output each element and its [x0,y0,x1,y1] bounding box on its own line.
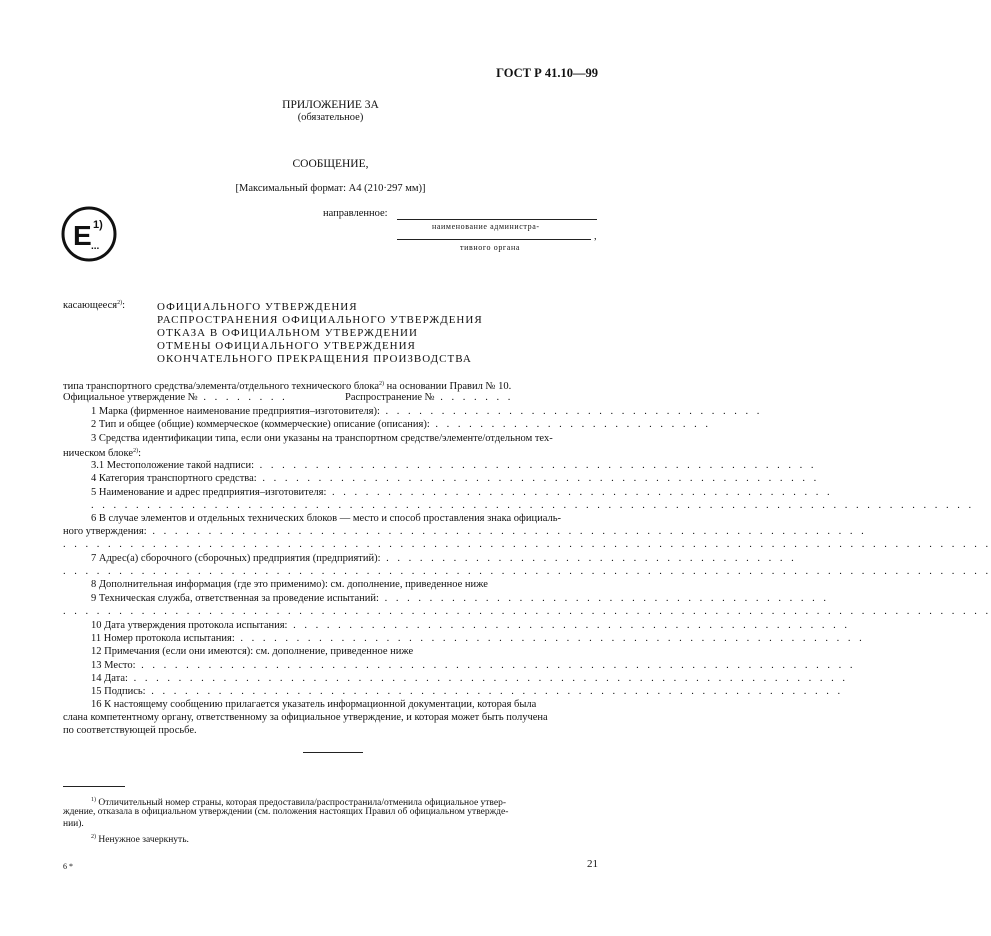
item-13: 13 Место: . . . . . . . . . . . . . . . . . . . . . . . . . . . . . . . . . . . . . . . . . . . . . . . . . . . . . . . . . . . . . . . . [91,660,856,671]
item-6-cont: ного утверждения: . . . . . . . . . . . . . . . . . . . . . . . . . . . . . . . . . . . . . . . . . . . . . . . . . . . . . . . . . . . . . . . . [63,526,867,537]
sent-label: направленное: [323,208,388,219]
admin-line-1 [397,219,597,220]
item-3: 3 Средства идентификации типа, если они указаны на транспортном средстве/элементе/отдельном тех- [91,433,553,444]
concerning-item: ОФИЦИАЛЬНОГО УТВЕРЖДЕНИЯ [157,301,358,313]
item-10: 10 Дата утверждения протокола испытания: . . . . . . . . . . . . . . . . . . . . . . . . . . . . . . . . . . . . . . . . . . . . . . . . . . [91,620,850,631]
concerning-item: ОТКАЗА В ОФИЦИАЛЬНОМ УТВЕРЖДЕНИИ [157,327,418,339]
item-1: 1 Марка (фирменное наименование предприятия–изготовителя): . . . . . . . . . . . . . . . . . . . . . . . . . . . . . . . . . . [91,406,763,417]
appendix-mandatory: (обязательное) [297,112,364,123]
dotted-fill-line: . . . . . . . . . . . . . . . . . . . . . . . . . . . . . . . . . . . . . . . . . . . . . . . . . . . . . . . . . . . . . . . . . . . . . . . . . . . . . . . [91,500,975,511]
item-16: 16 К настоящему сообщению прилагается указатель информационной документации, которая была [91,699,537,710]
footnote-1-cont: ждение, отказала в официальном утверждении (см. положения настоящих Правил об официальном утвержде- [63,807,509,817]
concerning-item: ОТМЕНЫ ОФИЦИАЛЬНОГО УТВЕРЖДЕНИЯ [157,340,416,352]
approval-line: Официальное утверждение № . . . . . . . . Распространение № . . . . . . . [63,392,514,403]
item-4: 4 Категория транспортного средства: . . . . . . . . . . . . . . . . . . . . . . . . . . . . . . . . . . . . . . . . . . . . . . . . . . [91,473,820,484]
dotted-fill-line: . . . . . . . . . . . . . . . . . . . . . . . . . . . . . . . . . . . . . . . . . . . . . . . . . . . . . . . . . . . . . . . . . . . . . . . . . . . . . . . . . . . [63,539,991,550]
admin-caption-2: тивного органа [460,243,520,252]
footnote-2: $^{2)}$ Ненужное зачеркнуть. [91,834,189,845]
concerning-item: ОКОНЧАТЕЛЬНОГО ПРЕКРАЩЕНИЯ ПРОИЗВОДСТВА [157,353,472,365]
item-15: 15 Подпись: . . . . . . . . . . . . . . . . . . . . . . . . . . . . . . . . . . . . . . . . . . . . . . . . . . . . . . . . . . . . . . [91,686,844,697]
document-code: ГОСТ Р 41.10—99 [496,66,598,80]
item-6: 6 В случае элементов и отдельных технических блоков — место и способ проставления знака официаль- [91,513,561,524]
item-3-1: 3.1 Местоположение такой надписи: . . . . . . . . . . . . . . . . . . . . . . . . . . . . . . . . . . . . . . . . . . . . . . . . . . [91,460,817,471]
e-mark-letter: E [73,220,92,251]
item-7: 7 Адрес(а) сборочного (сборочных) предприятия (предприятий): . . . . . . . . . . . . . . . . . . . . . . . . . . . . . . . . . . . . . [91,553,797,564]
admin-comma: , [594,231,597,242]
admin-line-2 [397,239,591,240]
page-number: 21 [587,858,598,870]
message-title: СООБЩЕНИЕ, [292,158,369,170]
footnote-separator [63,786,125,787]
item-9: 9 Техническая служба, ответственная за проведение испытаний: . . . . . . . . . . . . . . . . . . . . . . . . . . . . . . . . . . . . . . . . [91,593,829,604]
item-2: 2 Тип и общее (общие) коммерческое (коммерческие) описание (описания): . . . . . . . . . . . . . . . . . . . . . . . . . [91,419,712,430]
item-11: 11 Номер протокола испытания: . . . . . . . . . . . . . . . . . . . . . . . . . . . . . . . . . . . . . . . . . . . . . . . . . . . . . . . . [91,633,865,644]
dotted-fill-line: . . . . . . . . . . . . . . . . . . . . . . . . . . . . . . . . . . . . . . . . . . . . . . . . . . . . . . . . . . . . . . . . . . . . . . . . . . . . . . . . . . . [63,606,991,617]
appendix-title: ПРИЛОЖЕНИЕ 3А [282,99,379,111]
concerning-item: РАСПРОСТРАНЕНИЯ ОФИЦИАЛЬНОГО УТВЕРЖДЕНИЯ [157,314,483,326]
item-14: 14 Дата: . . . . . . . . . . . . . . . . . . . . . . . . . . . . . . . . . . . . . . . . . . . . . . . . . . . . . . . . . . . . . . . . [91,673,848,684]
concerning-label: касающееся$^{2)}$: [63,300,125,311]
item-16-end: по соответствующей просьбе. [63,725,197,736]
item-16-cont: слана компетентному органу, ответственному за официальное утверждение, и которая может быть получена [63,712,548,723]
footnote-1-end: нии). [63,819,84,829]
end-separator [303,752,363,753]
item-12: 12 Примечания (если они имеются): см. дополнение, приведенное ниже [91,646,414,657]
item-3-cont: ническом блоке$^{2)}$: [63,448,141,459]
format-note: [Максимальный формат: А4 (210·297 мм)] [235,183,426,194]
extension-no: Распространение № . . . . . . . [345,392,514,403]
dotted-fill-line: . . . . . . . . . . . . . . . . . . . . . . . . . . . . . . . . . . . . . . . . . . . . . . . . . . . . . . . . . . . . . . . . . . . . . . . . . . . . . . . . . . . [63,566,991,577]
item-8: 8 Дополнительная информация (где это применимо): см. дополнение, приведенное ниже [91,579,488,590]
e-mark-dots: ... [91,241,100,252]
type-line: типа транспортного средства/элемента/отдельного технического блока$^{2)}$ на основании Правил № 10. [63,381,512,392]
item-5: 5 Наименование и адрес предприятия–изготовителя: . . . . . . . . . . . . . . . . . . . . . . . . . . . . . . . . . . . . . . . . . . . . . [91,487,833,498]
e-mark-icon [60,205,118,263]
admin-caption-1: наименование администра- [432,222,540,231]
footnote-1: $^{1)}$ Отличительный номер страны, которая предоставила/распространила/отменила официальное утвер- [91,797,506,808]
e-mark-sup: 1) [93,219,103,231]
approval-no: Официальное утверждение № [63,392,198,403]
sheet-mark: 6 * [63,862,73,871]
